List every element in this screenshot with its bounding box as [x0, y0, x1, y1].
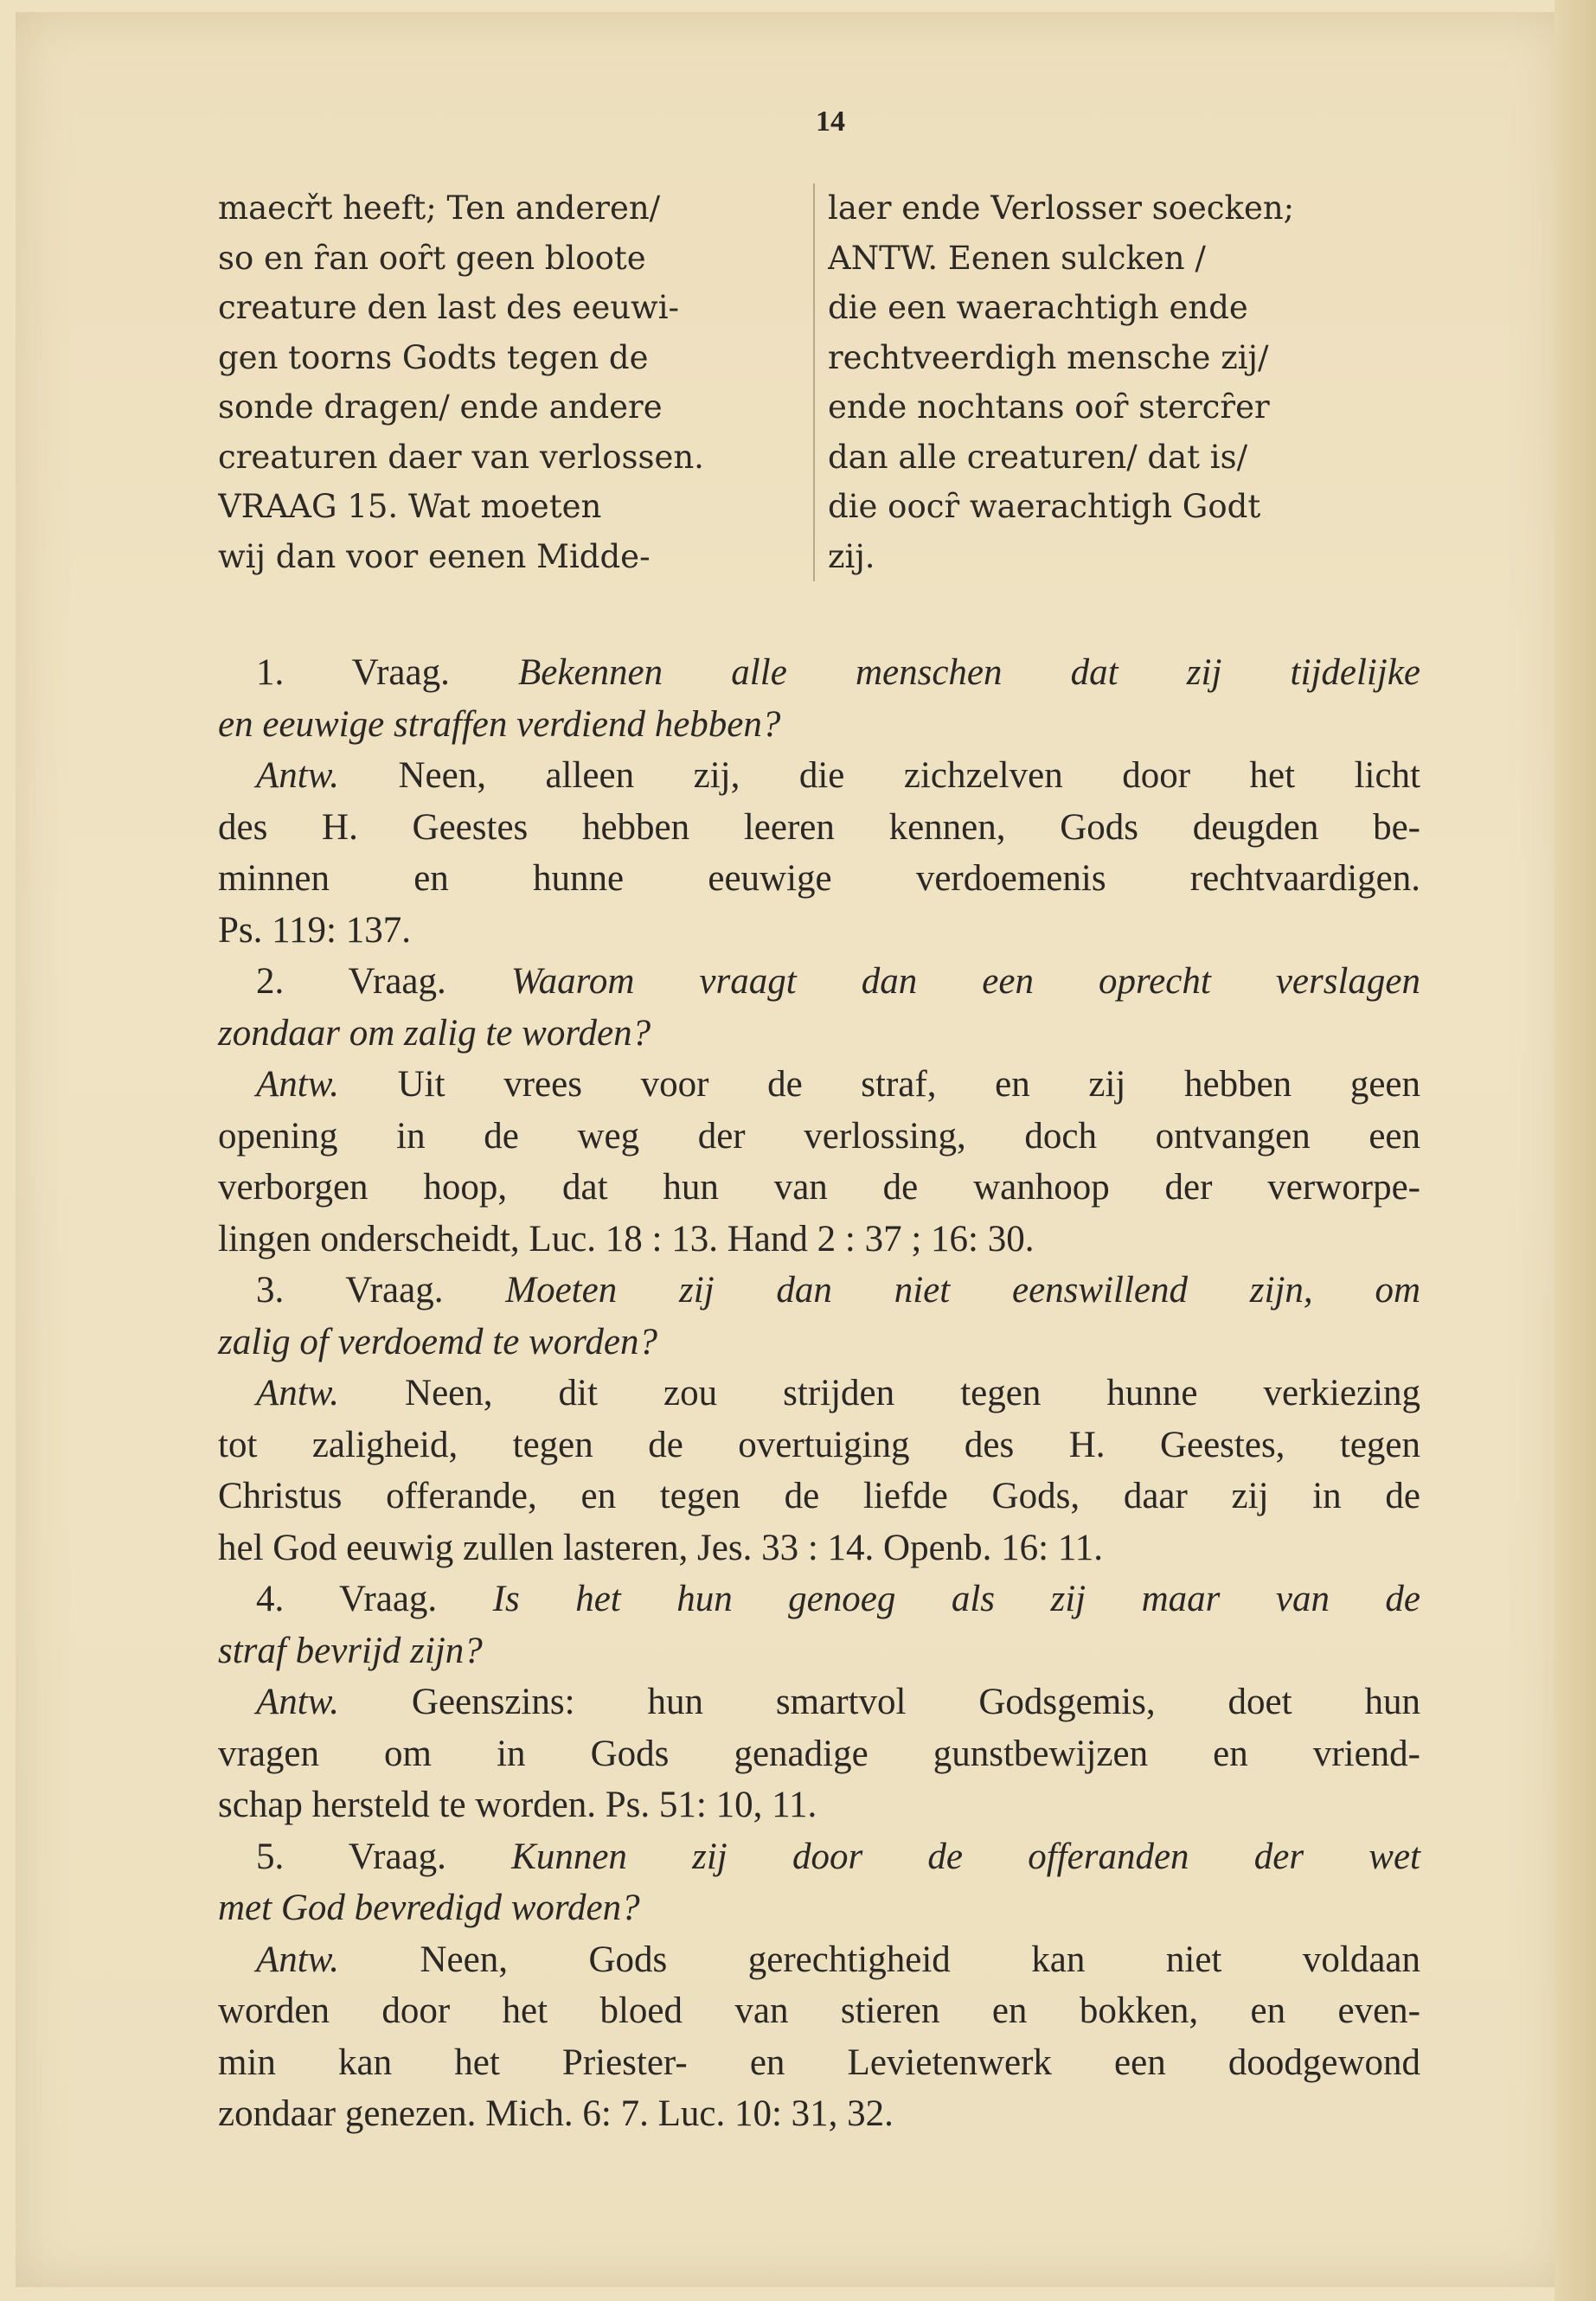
answer-line [218, 1471, 1420, 1522]
answer-text: min kan het Priester- en Levietenwerk een doodgewond [218, 2041, 1420, 2083]
answer-text: Neen, Gods gerechtigheid kan niet voldaan [420, 1939, 1420, 1980]
answer-line [218, 905, 1420, 957]
question-text: Moeten zij dan niet eenswillend zijn, om [505, 1270, 1421, 1311]
answer-line [218, 1676, 1420, 1728]
answer-text: hel God eeuwig zullen lasteren, Jes. 33 : 14. Openb. 16: 11. [218, 1527, 1104, 1568]
question-number: 1. Vraag. [256, 652, 450, 693]
answer-line [218, 1985, 1420, 2037]
question-text: straf bevrijd zijn? [218, 1630, 483, 1671]
question-line [218, 1008, 1420, 1060]
right-column [828, 183, 1416, 581]
column-divider [813, 183, 815, 581]
question-text: Bekennen alle menschen dat zij tijdelijke [518, 652, 1420, 693]
right-column-line: rechtveerdigh mensche zij/ [828, 338, 1269, 376]
answer-line [218, 853, 1420, 905]
answer-text: des H. Geestes hebben leeren kennen, Gods deugden be- [218, 806, 1420, 848]
left-column [218, 183, 789, 581]
answer-label: Antw. [256, 1682, 339, 1722]
answer-label: Antw. [256, 1373, 339, 1413]
question-number: 2. Vraag. [256, 961, 446, 1002]
question-line [218, 1265, 1420, 1317]
question-text: Is het hun genoeg als zij maar van de [492, 1579, 1421, 1619]
left-column-line: gen toorns Godts tegen de [218, 338, 649, 376]
answer-text: lingen onderscheidt, Luc. 18 : 13. Hand 2 : 37 ; 16: 30. [218, 1218, 1035, 1259]
answer-label: Antw. [256, 1064, 339, 1105]
answer-line [218, 1779, 1420, 1831]
answer-line [218, 802, 1420, 854]
answer-line [218, 1059, 1420, 1111]
right-column-line: laer ende Verlosser soecken; [828, 189, 1295, 227]
answer-text: worden door het bloed van stieren en bokken, en even- [218, 1990, 1420, 2031]
question-line [218, 1831, 1420, 1883]
answer-text: tot zaligheid, tegen de overtuiging des H. Geestes, tegen [218, 1424, 1420, 1465]
answer-line [218, 1368, 1420, 1420]
answer-line [218, 2088, 1420, 2140]
answer-line [218, 1728, 1420, 1780]
question-number: 5. Vraag. [256, 1836, 446, 1877]
answer-line [218, 1214, 1420, 1266]
question-text: Kunnen zij door de offeranden der wet [511, 1836, 1421, 1877]
answer-label: Antw. [256, 1939, 339, 1980]
question-text: zondaar om zalig te worden? [218, 1012, 651, 1054]
answer-text: minnen en hunne eeuwige verdoemenis rechtvaardigen. [218, 858, 1420, 899]
answer-text: vragen om in Gods genadige gunstbewijzen en vriend- [218, 1733, 1420, 1774]
answer-line [218, 1420, 1420, 1471]
answer-text: Geenszins: hun smartvol Godsgemis, doet hun [411, 1682, 1420, 1722]
left-column-line: maecřt heeft; Ten anderen/ [218, 189, 661, 227]
question-line [218, 1625, 1420, 1677]
question-line [218, 1574, 1420, 1625]
right-column-line: die oocȓ waerachtigh Godt [828, 488, 1261, 525]
answer-text: Neen, alleen zij, die zichzelven door het licht [398, 755, 1421, 796]
answer-line [218, 1934, 1420, 1986]
right-column-line: zij. [828, 537, 875, 575]
page-edge [1554, 0, 1596, 2301]
answer-text: opening in de weg der verlossing, doch ontvangen een [218, 1115, 1420, 1157]
question-text: zalig of verdoemd te worden? [218, 1321, 657, 1362]
left-column-line: wij dan voor eenen Midde- [218, 537, 651, 575]
page-number: 14 [816, 106, 845, 138]
right-column-line: dan alle creaturen/ dat is/ [828, 438, 1248, 476]
answer-text: Ps. 119: 137. [218, 909, 411, 951]
question-line [218, 1317, 1420, 1368]
right-column-line: ende nochtans ooȓ stercȓer [828, 388, 1270, 426]
blackletter-columns [218, 183, 1412, 625]
answer-text: schap hersteld te worden. Ps. 51: 10, 11. [218, 1785, 817, 1825]
answer-text: Neen, dit zou strijden tegen hunne verkiezing [405, 1373, 1420, 1413]
question-number: 3. Vraag. [256, 1270, 444, 1311]
answer-text: Uit vrees voor de straf, en zij hebben geen [397, 1064, 1420, 1105]
question-line [218, 699, 1420, 751]
question-line [218, 956, 1420, 1008]
answer-text: verborgen hoop, dat hun van de wanhoop der verworpe- [218, 1167, 1420, 1208]
answer-line [218, 1522, 1420, 1574]
answer-line [218, 1162, 1420, 1214]
left-column-line: creature den last des eeuwi- [218, 289, 680, 326]
question-text: en eeuwige straffen verdiend hebben? [218, 703, 781, 745]
right-column-line: ANTW. Eenen sulcken / [828, 239, 1206, 277]
left-column-line: VRAAG 15. Wat moeten [218, 488, 602, 525]
left-column-line: creaturen daer van verlossen. [218, 438, 704, 476]
questions-answers [218, 647, 1420, 2140]
answer-label: Antw. [256, 755, 339, 796]
answer-line [218, 1111, 1420, 1163]
answer-line [218, 750, 1420, 802]
question-text: met God bevredigd worden? [218, 1888, 640, 1928]
question-line [218, 647, 1420, 699]
question-text: Waarom vraagt dan een oprecht verslagen [510, 961, 1421, 1002]
question-number: 4. Vraag. [256, 1579, 438, 1619]
left-column-line: sonde dragen/ ende andere [218, 388, 663, 426]
right-column-line: die een waerachtigh ende [828, 289, 1248, 326]
answer-text: zondaar genezen. Mich. 6: 7. Luc. 10: 31, 32. [218, 2093, 894, 2134]
answer-line [218, 2037, 1420, 2089]
left-column-line: so en ȓan ooȓt geen bloote [218, 239, 646, 277]
question-line [218, 1882, 1420, 1934]
answer-text: Christus offerande, en tegen de liefde Gods, daar zij in de [218, 1476, 1420, 1516]
